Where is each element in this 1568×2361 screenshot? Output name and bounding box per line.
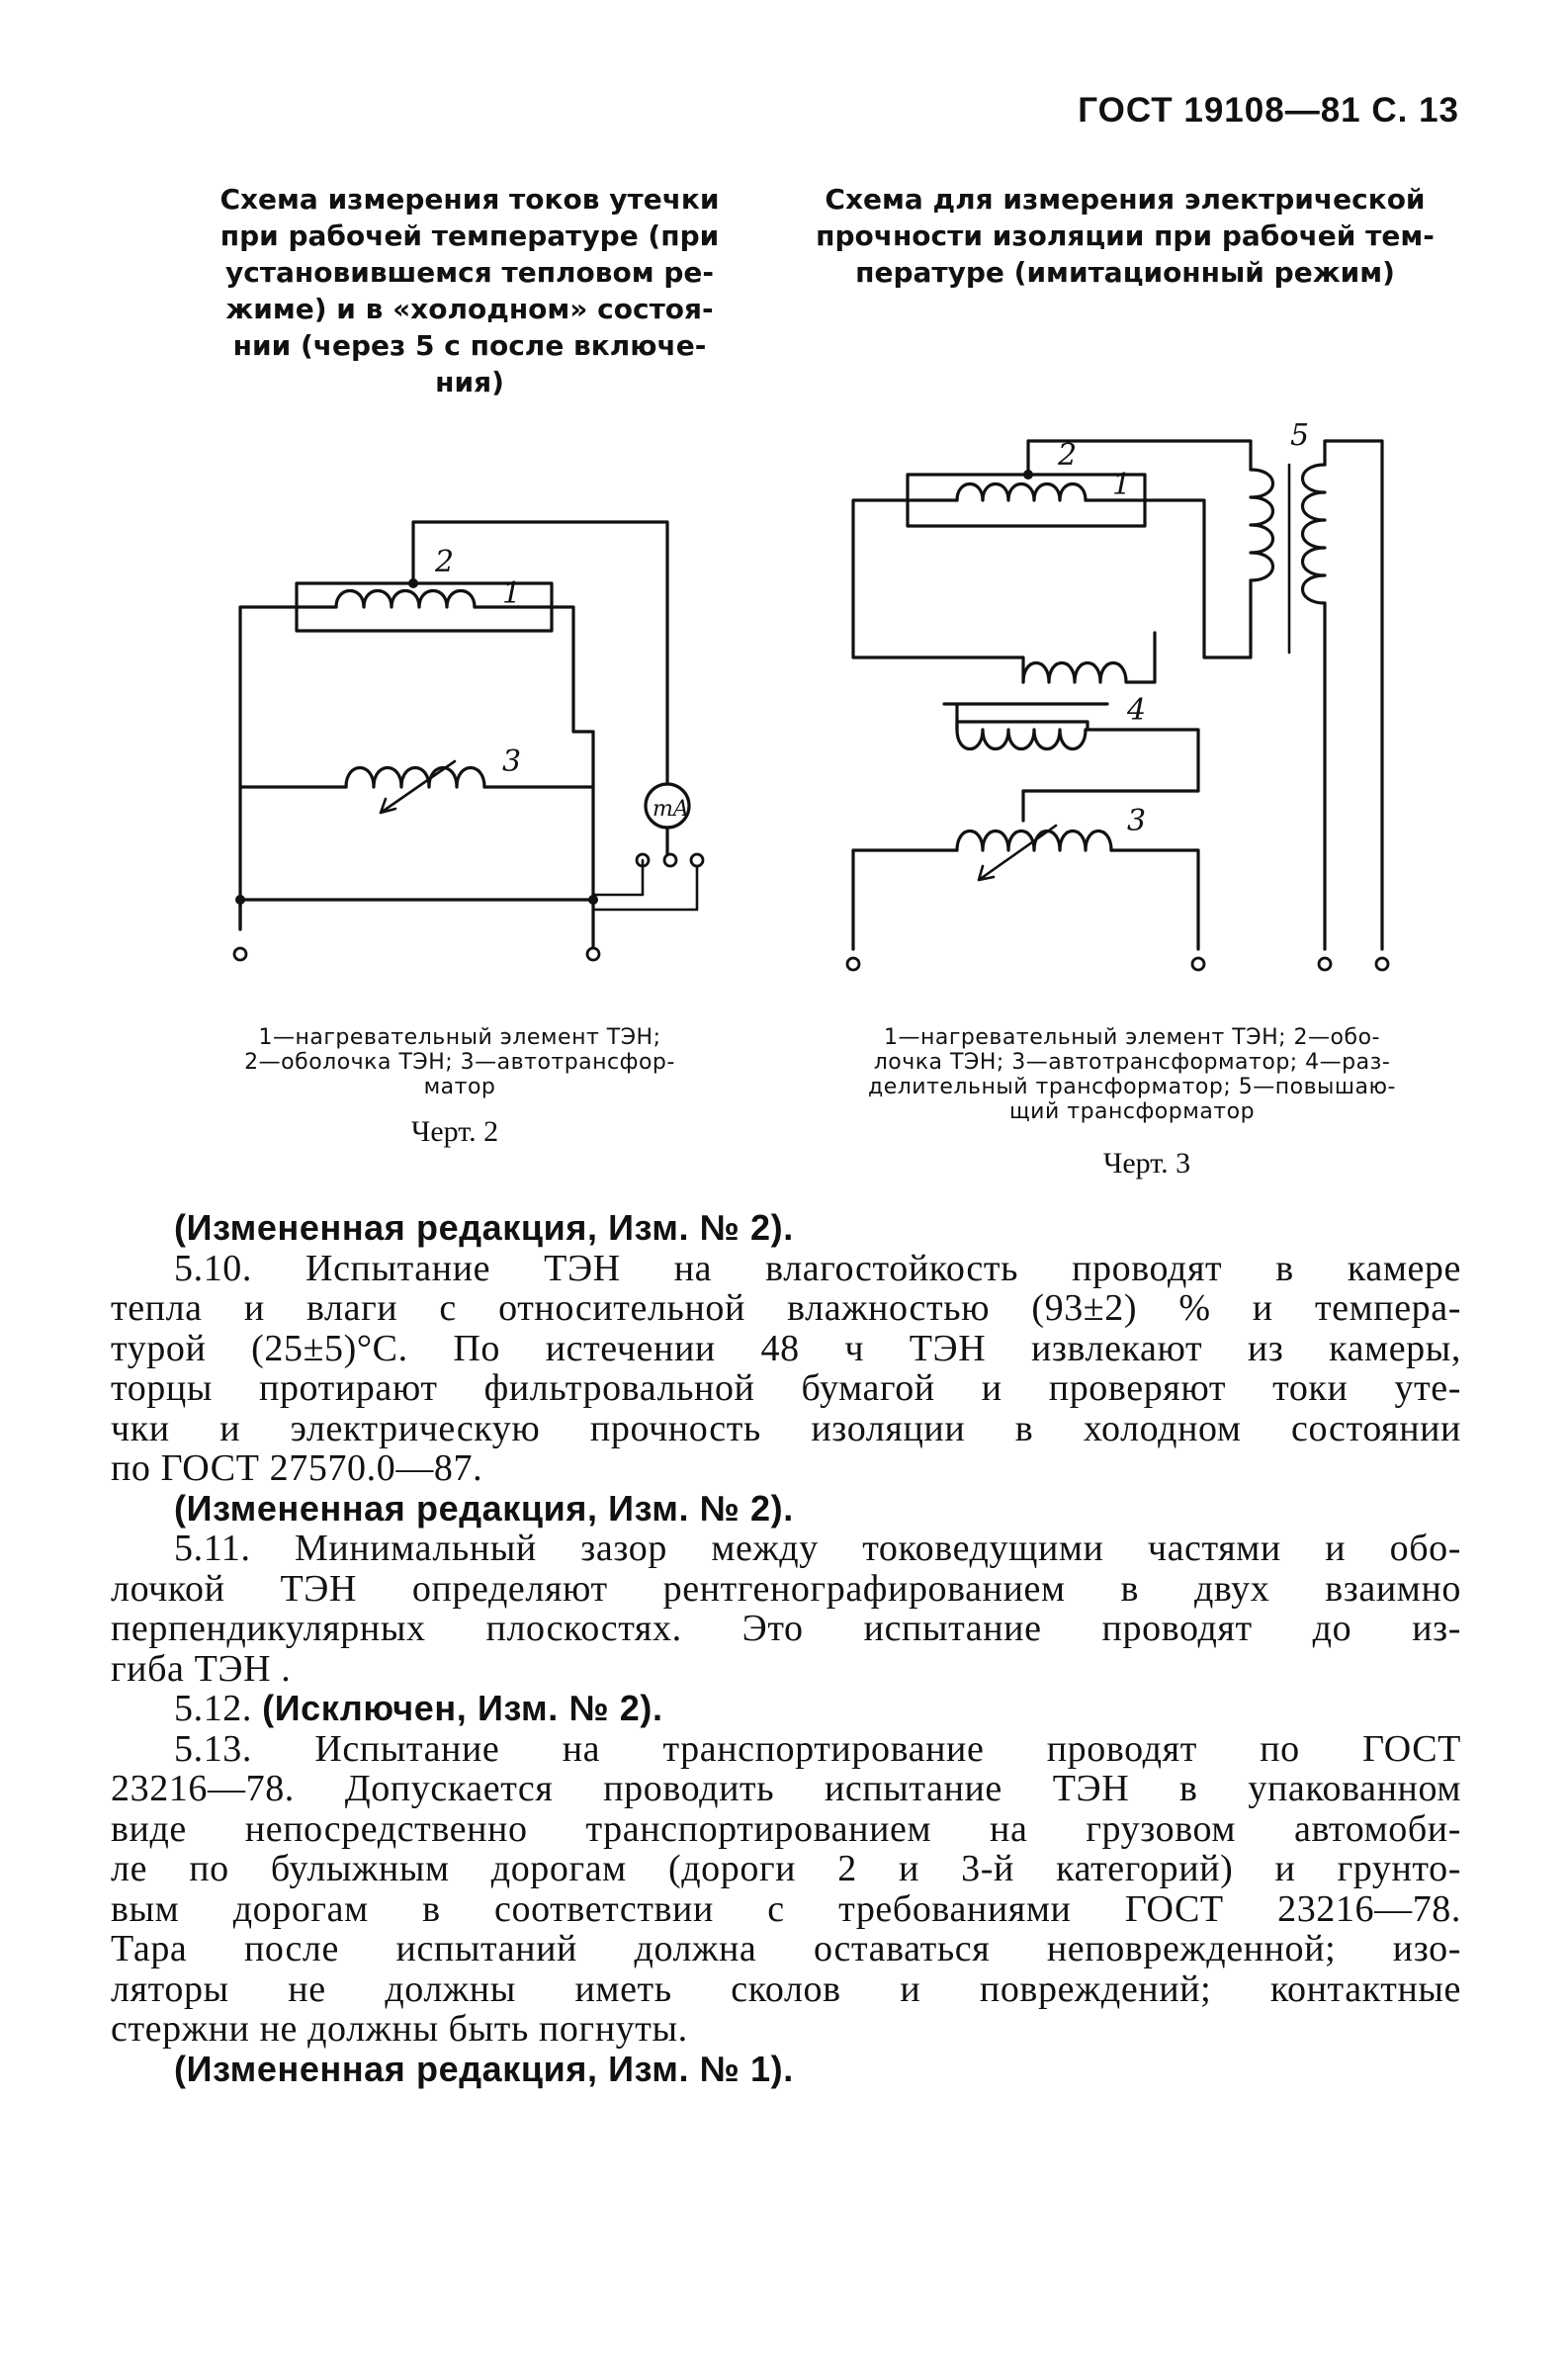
output-wire xyxy=(240,787,593,900)
label-5: 5 xyxy=(1290,418,1310,453)
text-line: 5.13. Испытание на транспортирование проводят по ГОСТ xyxy=(174,1727,1461,1770)
meter-label: mA xyxy=(653,797,689,822)
text-line: 5.11. Минимальный зазор между токоведущими частями и обо- xyxy=(174,1528,1461,1569)
amendment-note: (Измененная редакция, Изм. № 2). xyxy=(174,1487,794,1529)
label-1: 1 xyxy=(502,576,522,611)
paragraph-5-10 xyxy=(111,1249,1461,1489)
terminal xyxy=(1192,958,1204,970)
figure-caption-3: Черт. 3 xyxy=(1102,1147,1191,1180)
body-text xyxy=(111,1208,1461,2089)
title-line: Схема для измерения электрической xyxy=(825,183,1426,216)
paragraph-5-12 xyxy=(111,1689,1461,1729)
title-line: жиме) и в «холодном» состоя- xyxy=(225,293,714,325)
terminal xyxy=(587,948,599,960)
label-3: 3 xyxy=(1127,804,1147,838)
isolation-primary-coil xyxy=(1023,633,1155,682)
text-line: 23216—78. Допускается проводить испытание ТЭН в упакованном xyxy=(111,1768,1461,1809)
autotransformer-leads xyxy=(240,732,593,787)
legend-line: лочка ТЭН; 3—автотрансформатор; 4—раз- xyxy=(873,1050,1391,1075)
text-line: ляторы не должны иметь сколов и повреждений; контактные xyxy=(111,1968,1461,2010)
title-line: ния) xyxy=(435,366,504,398)
switch-arm xyxy=(593,860,643,895)
text-line: гиба ТЭН . xyxy=(111,1647,292,1690)
paragraph-5-11 xyxy=(111,1529,1461,1689)
label-1: 1 xyxy=(1112,468,1132,502)
autotransformer-coil xyxy=(346,768,484,788)
left-figure-legend xyxy=(193,1025,727,1099)
title-line: пературе (имитационный режим) xyxy=(855,256,1395,289)
isolation-secondary-coil xyxy=(957,730,1086,749)
stepup-secondary-coil xyxy=(1303,465,1326,603)
circuit-diagram-dielectric xyxy=(821,415,1434,979)
title-line: установившемся тепловом ре- xyxy=(224,256,715,289)
legend-line: щий трансформатор xyxy=(1008,1099,1256,1124)
text-line: вым дорогам в соответствии с требованиями ГОСТ 23216—78. xyxy=(111,1887,1461,1930)
text-line: виде непосредственно транспортированием на грузовом автомоби- xyxy=(111,1807,1461,1850)
excluded-note: (Исключен, Изм. № 2). xyxy=(262,1688,663,1728)
legend-line: матор xyxy=(423,1075,496,1099)
legend-line: делительный трансформатор; 5—повышаю- xyxy=(868,1075,1396,1099)
title-line: Схема измерения токов утечки xyxy=(219,183,720,216)
text-line: турой (25±5)°С. По истечении 48 ч ТЭН извлекают из камеры, xyxy=(111,1327,1461,1369)
right-figure-legend xyxy=(811,1025,1453,1124)
heating-coil xyxy=(957,484,1086,501)
text-line: перпендикулярных плоскостях. Это испытание проводят до из- xyxy=(111,1608,1461,1649)
heating-coil xyxy=(336,591,475,608)
text-line: 5.10. Испытание ТЭН на влагостойкость проводят в камере xyxy=(174,1247,1461,1289)
label-2: 2 xyxy=(1058,438,1078,473)
circuit-diagram-leakage xyxy=(218,514,732,979)
text-line: Тара после испытаний должна оставаться неповрежденной; изо- xyxy=(111,1928,1461,1969)
left-wire xyxy=(240,607,297,929)
text-line: по ГОСТ 27570.0—87. xyxy=(111,1447,483,1489)
legend-line: 2—оболочка ТЭН; 3—автотрансфор- xyxy=(244,1050,675,1075)
label-2: 2 xyxy=(435,545,455,579)
terminal xyxy=(1319,958,1331,970)
terminal xyxy=(234,948,246,960)
title-line: нии (через 5 с после включе- xyxy=(232,329,707,362)
amendment-note: (Измененная редакция, Изм. № 1). xyxy=(174,2048,794,2089)
paragraph-5-13 xyxy=(111,1729,1461,2050)
title-line: при рабочей температуре (при xyxy=(219,219,720,252)
legend-line: 1—нагревательный элемент ТЭН; 2—обо- xyxy=(884,1025,1380,1050)
terminal xyxy=(847,958,859,970)
text-line: тепла и влаги с относительной влажностью (93±2) % и темпера- xyxy=(111,1287,1461,1329)
text-line: чки и электрическую прочность изоляции в холодном состоянии xyxy=(111,1407,1461,1449)
title-line: прочности изоляции при рабочей тем- xyxy=(816,219,1435,252)
legend-line: 1—нагревательный элемент ТЭН; xyxy=(258,1025,661,1050)
stepup-primary-coil xyxy=(1251,470,1273,633)
figure-caption-2: Черт. 2 xyxy=(410,1115,499,1148)
text-line: стержни не должны быть погнуты. xyxy=(111,2008,688,2050)
text-line: ле по булыжным дорогам (дороги 2 и 3-й категорий) и грунто- xyxy=(111,1848,1461,1889)
paragraph-number: 5.12. xyxy=(174,1688,252,1729)
left-figure-title xyxy=(203,181,737,400)
terminal xyxy=(1376,958,1388,970)
label-4: 4 xyxy=(1127,693,1147,728)
text-line: лочкой ТЭН определяют рентгенографированием в двух взаимно xyxy=(111,1567,1461,1610)
amendment-note: (Измененная редакция, Изм. № 2). xyxy=(174,1207,794,1248)
right-figure-title xyxy=(809,181,1441,291)
right-wire xyxy=(552,607,593,732)
text-line: торцы протирают фильтровальной бумагой и проверяют токи уте- xyxy=(111,1367,1461,1409)
page-header: ГОСТ 19108—81 С. 13 xyxy=(1078,91,1459,130)
label-3: 3 xyxy=(502,744,522,779)
